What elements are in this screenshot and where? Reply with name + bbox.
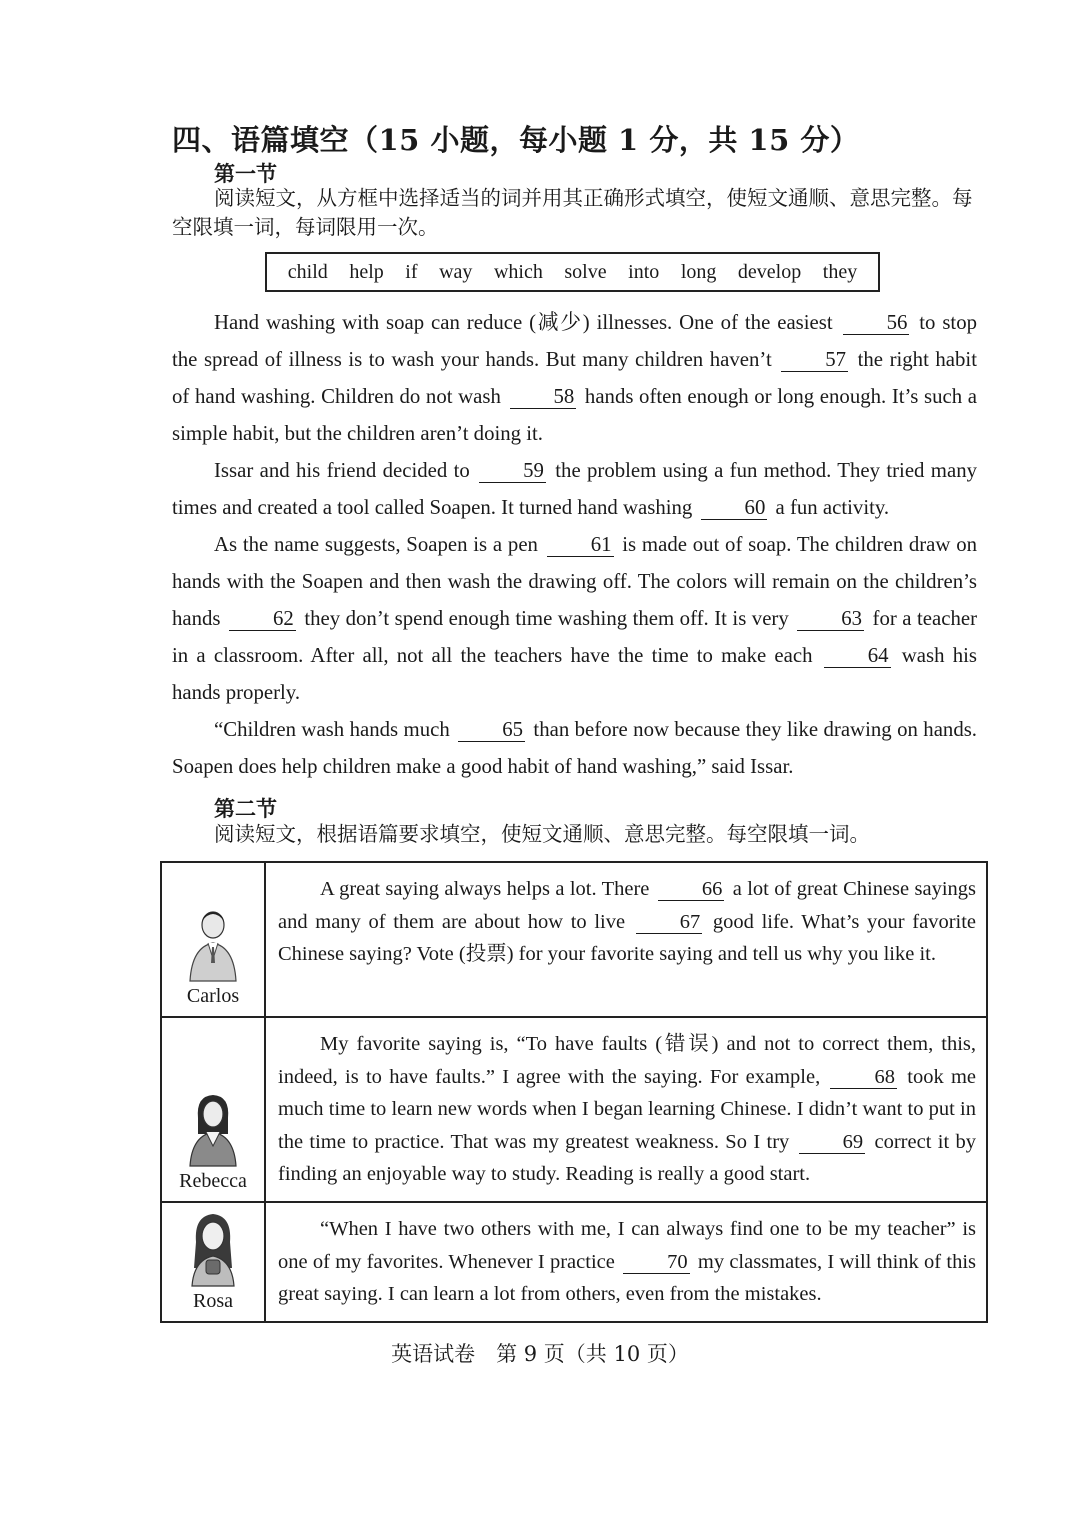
passage-paragraph bbox=[172, 711, 977, 785]
blank-60[interactable]: 60 bbox=[701, 497, 768, 520]
word-bank-item: they bbox=[822, 260, 858, 283]
part2-heading: 第二节 bbox=[214, 797, 277, 821]
passage-text: the right habit of hand washing. Children do not wash bbox=[172, 348, 977, 408]
passage-paragraph bbox=[172, 526, 977, 711]
section-title: 四、语篇填空（15 小题，每小题 1 分，共 15 分） bbox=[172, 123, 860, 157]
table-row bbox=[162, 1018, 986, 1203]
saying-text: good life. What’s your favorite Chinese saying? Vote (投票) for your favorite saying and tell us why you like it. bbox=[278, 910, 977, 965]
saying-text: correct it by finding an enjoyable way to study. Reading is really a good start. bbox=[278, 1130, 976, 1185]
word-bank-item: if bbox=[405, 260, 418, 283]
passage-paragraph bbox=[172, 304, 977, 452]
blank-58[interactable]: 58 bbox=[510, 386, 577, 409]
saying-text: a lot of great Chinese sayings and many of them are about how to live bbox=[278, 878, 977, 933]
word-bank-item: which bbox=[493, 260, 543, 283]
word-bank-item: into bbox=[628, 260, 660, 283]
passage-text: is made out of soap. The children draw on hands with the Soapen and then wash the drawing off. The colors will remain on the children’s hands bbox=[172, 533, 977, 630]
person-cell bbox=[162, 863, 266, 1016]
passage-text: a fun activity. bbox=[775, 496, 890, 519]
blank-70[interactable]: 70 bbox=[623, 1251, 690, 1274]
passage-text: Issar and his friend decided to bbox=[214, 459, 470, 482]
blank-66[interactable]: 66 bbox=[658, 878, 725, 901]
saying-text: A great saying always helps a lot. There bbox=[320, 878, 650, 900]
passage-text: As the name suggests, Soapen is a pen bbox=[214, 533, 538, 556]
woman-portrait-icon bbox=[178, 1088, 248, 1168]
saying-text: My favorite saying is, “To have faults (错误) and not to correct them, this, indeed, is to have faults.” I agree with the saying. For example, bbox=[278, 1033, 976, 1088]
saying-text: my classmates, I will think of this great saying. I can learn a lot from others, even from the mistakes. bbox=[278, 1250, 976, 1305]
blank-63[interactable]: 63 bbox=[797, 608, 864, 631]
person-cell bbox=[162, 1203, 266, 1321]
blank-68[interactable]: 68 bbox=[830, 1066, 897, 1089]
page-footer: 英语试卷 第 9 页（共 10 页） bbox=[391, 1342, 689, 1366]
part1-heading: 第一节 bbox=[214, 162, 277, 186]
sayings-table bbox=[160, 861, 988, 1323]
word-bank-item: long bbox=[680, 260, 717, 283]
table-row bbox=[162, 1203, 986, 1321]
person-name: Rosa bbox=[193, 1290, 233, 1312]
person-cell bbox=[162, 1018, 266, 1201]
blank-56[interactable]: 56 bbox=[843, 312, 910, 335]
cloze-passage bbox=[172, 304, 977, 785]
blank-65[interactable]: 65 bbox=[458, 719, 525, 742]
blank-59[interactable]: 59 bbox=[479, 460, 546, 483]
man-portrait-icon bbox=[178, 903, 248, 983]
passage-text: than before now because they like drawing on hands. Soapen does help children make a good habit of hand washing,” said Issar. bbox=[172, 718, 978, 778]
saying-text-cell bbox=[266, 1203, 986, 1321]
table-row bbox=[162, 863, 986, 1018]
passage-paragraph bbox=[172, 452, 977, 526]
blank-57[interactable]: 57 bbox=[781, 349, 848, 372]
word-bank bbox=[265, 252, 880, 292]
saying-text: took me much time to learn new words when I began learning Chinese. I didn’t want to put in the time to practice. That was my greatest weakness. So I try bbox=[278, 1065, 977, 1153]
passage-text: Hand washing with soap can reduce (减少) illnesses. One of the easiest bbox=[214, 311, 833, 334]
blank-69[interactable]: 69 bbox=[799, 1131, 866, 1154]
saying-text-cell bbox=[266, 863, 986, 1016]
passage-text: for a teacher in a classroom. After all, not all the teachers have the time to make each bbox=[172, 607, 978, 667]
blank-61[interactable]: 61 bbox=[547, 534, 614, 557]
saying-text: “When I have two others with me, I can always find one to be my teacher” is one of my favorites. Whenever I practice bbox=[278, 1218, 976, 1273]
word-bank-item: way bbox=[439, 260, 473, 283]
girl-portrait-icon bbox=[178, 1208, 248, 1288]
word-bank-item: help bbox=[349, 260, 384, 283]
passage-text: to stop the spread of illness is to wash your hands. But many children haven’t bbox=[172, 311, 978, 371]
word-bank-item: child bbox=[287, 260, 328, 283]
part2-instruction: 阅读短文，根据语篇要求填空，使短文通顺、意思完整。每空限填一词。 bbox=[214, 822, 870, 846]
passage-text: hands often enough or long enough. It’s such a simple habit, but the children aren’t doing it. bbox=[172, 385, 977, 445]
part1-instruction: 阅读短文，从方框中选择适当的词并用其正确形式填空，使短文通顺、意思完整。每空限填一词，每词限用一次。 bbox=[172, 186, 973, 239]
blank-64[interactable]: 64 bbox=[824, 645, 891, 668]
blank-67[interactable]: 67 bbox=[636, 911, 703, 934]
person-name: Rebecca bbox=[179, 1170, 247, 1192]
passage-text: wash his hands properly. bbox=[172, 644, 977, 704]
passage-text: the problem using a fun method. They tried many times and created a tool called Soapen. It turned hand washing bbox=[172, 459, 977, 519]
passage-text: they don’t spend enough time washing them off. It is very bbox=[304, 607, 789, 630]
word-bank-item: solve bbox=[564, 260, 607, 283]
person-name: Carlos bbox=[186, 985, 240, 1007]
blank-62[interactable]: 62 bbox=[229, 608, 296, 631]
saying-text-cell bbox=[266, 1018, 986, 1201]
word-bank-item: develop bbox=[737, 260, 802, 283]
passage-text: “Children wash hands much bbox=[214, 718, 450, 741]
